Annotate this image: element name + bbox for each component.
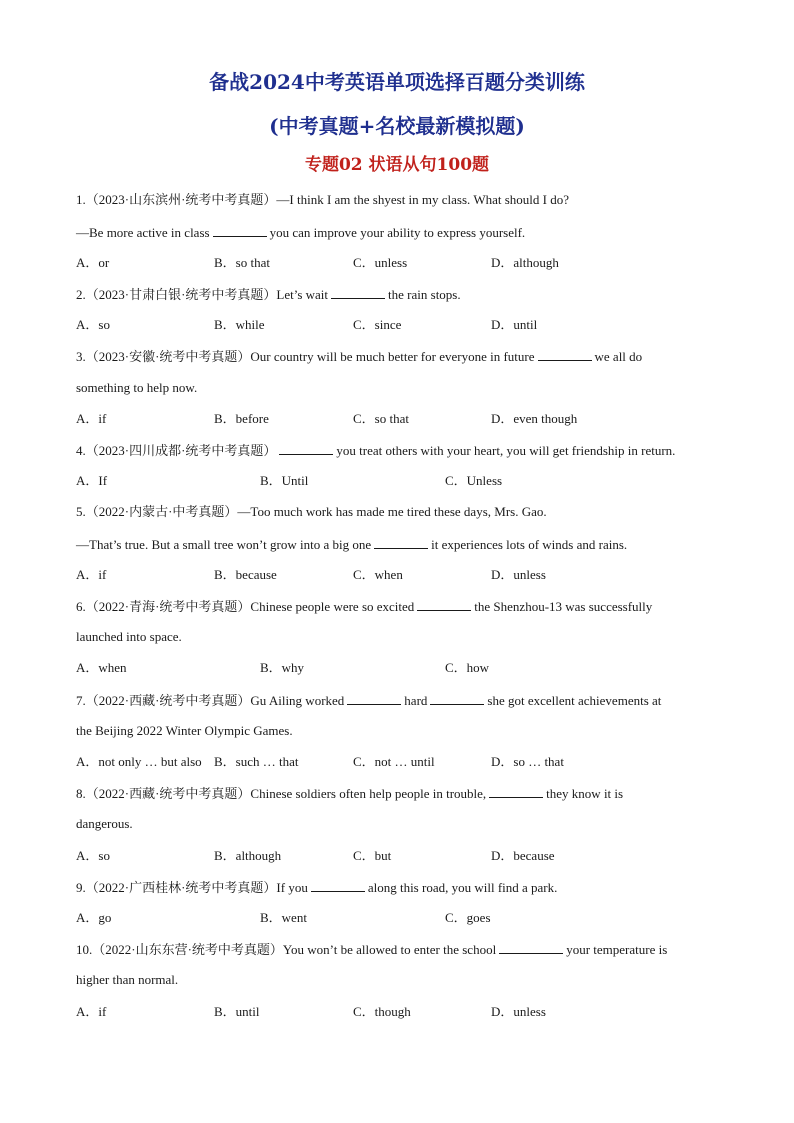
- question-8-option-d: D．because: [491, 848, 555, 863]
- question-2-option-a: A．so: [76, 317, 110, 332]
- question-1-option-a: A．or: [76, 255, 110, 270]
- question-10-option-b: B．until: [214, 1004, 260, 1019]
- question-4-option-c: C．Unless: [445, 473, 503, 488]
- question-1-stem: 1.（2023·山东滨州·统考中考真题）—I think I am the shyest in my class. What should I do?: [76, 192, 569, 207]
- answer-blank: [331, 286, 385, 299]
- answer-blank: [499, 941, 563, 954]
- question-10-stem-line2: higher than normal.: [76, 972, 179, 987]
- question-2-stem: 2.（2023·甘肃白银·统考中考真题）Let’s wait the rain stops.: [76, 287, 461, 302]
- question-8-option-a: A．so: [76, 848, 110, 863]
- question-8-stem: 8.（2022·西藏·统考中考真题）Chinese soldiers often help people in trouble, they know it is: [76, 786, 624, 801]
- question-7-option-b: B．such … that: [214, 754, 299, 769]
- question-5-option-d: D．unless: [491, 567, 546, 582]
- answer-blank: [430, 692, 484, 705]
- topic-heading: 专题02 状语从句100题: [304, 155, 490, 175]
- question-6-stem: 6.（2022·青海·统考中考真题）Chinese people were so excited the Shenzhou-13 was successfully: [76, 599, 653, 614]
- answer-blank: [213, 224, 267, 237]
- question-3-option-b: B．before: [214, 411, 269, 426]
- question-6-option-b: B．why: [260, 660, 305, 675]
- question-9-option-a: A．go: [76, 910, 112, 925]
- question-5-stem-line2: —That’s true. But a small tree won’t grow into a big one it experiences lots of winds and rains.: [76, 537, 628, 552]
- question-8-option-c: C．but: [353, 848, 392, 863]
- answer-blank: [538, 348, 592, 361]
- question-6-option-a: A．when: [76, 660, 127, 675]
- question-9-option-c: C．goes: [445, 910, 491, 925]
- question-5-stem: 5.（2022·内蒙古·中考真题）—Too much work has made me tired these days, Mrs. Gao.: [76, 504, 547, 519]
- answer-blank: [417, 598, 471, 611]
- answer-blank: [311, 879, 365, 892]
- question-8-option-b: B．although: [214, 848, 282, 863]
- question-2-option-d: D．until: [491, 317, 538, 332]
- document-title: 备战2024中考英语单项选择百题分类训练: [209, 70, 585, 94]
- answer-blank: [347, 692, 401, 705]
- question-2-option-b: B．while: [214, 317, 265, 332]
- question-1-option-b: B．so that: [214, 255, 270, 270]
- question-3-option-c: C．so that: [353, 411, 409, 426]
- question-10-option-d: D．unless: [491, 1004, 546, 1019]
- answer-blank: [279, 442, 333, 455]
- question-7-stem-line2: the Beijing 2022 Winter Olympic Games.: [76, 723, 293, 738]
- question-1-option-c: C．unless: [353, 255, 408, 270]
- question-10-option-c: C．though: [353, 1004, 411, 1019]
- question-9-option-b: B．went: [260, 910, 307, 925]
- question-3-stem: 3.（2023·安徽·统考中考真题）Our country will be much better for everyone in future we all do: [76, 349, 643, 364]
- question-6-stem-line2: launched into space.: [76, 629, 182, 644]
- question-10-stem: 10.（2022·山东东营·统考中考真题）You won’t be allowed to enter the school your temperature is: [76, 942, 668, 957]
- question-7-option-c: C．not … until: [353, 754, 435, 769]
- question-7-option-d: D．so … that: [491, 754, 564, 769]
- question-4-stem: 4.（2023·四川成都·统考中考真题） you treat others with your heart, you will get friendship in return.: [76, 443, 676, 458]
- question-2-option-c: C．since: [353, 317, 402, 332]
- question-4-option-b: B．Until: [260, 473, 309, 488]
- question-5-option-a: A．if: [76, 567, 107, 582]
- question-3-stem-line2: something to help now.: [76, 380, 198, 395]
- question-3-option-d: D．even though: [491, 411, 578, 426]
- question-7-option-a: A．not only … but also: [76, 754, 202, 769]
- answer-blank: [374, 536, 428, 549]
- question-9-stem: 9.（2022·广西桂林·统考中考真题）If you along this road, you will find a park.: [76, 880, 558, 895]
- question-3-option-a: A．if: [76, 411, 107, 426]
- question-6-option-c: C．how: [445, 660, 490, 675]
- answer-blank: [489, 785, 543, 798]
- question-7-stem: 7.（2022·西藏·统考中考真题）Gu Ailing worked hard she got excellent achievements at: [76, 693, 662, 708]
- question-5-option-c: C．when: [353, 567, 403, 582]
- question-8-stem-line2: dangerous.: [76, 816, 133, 831]
- question-1-option-d: D．although: [491, 255, 559, 270]
- question-10-option-a: A．if: [76, 1004, 107, 1019]
- document-subtitle: (中考真题+名校最新模拟题): [269, 114, 525, 138]
- question-5-option-b: B．because: [214, 567, 277, 582]
- question-4-option-a: A．If: [76, 473, 108, 488]
- question-1-stem-line2: —Be more active in class you can improve your ability to express yourself.: [76, 225, 526, 240]
